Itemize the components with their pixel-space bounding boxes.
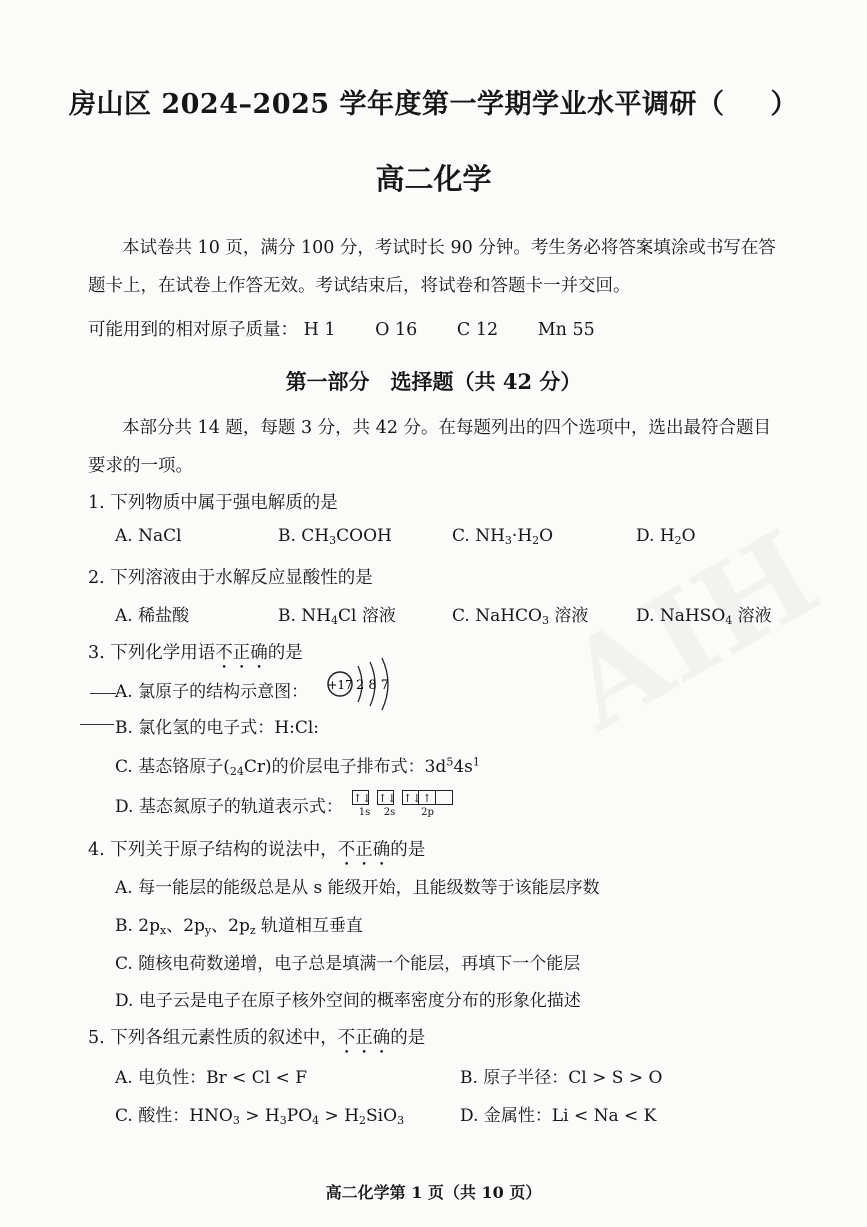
q3c-mid: Cr)的价层电子排布式：3d (243, 757, 447, 777)
question-4-option-d: D. 电子云是电子在原子核外空间的概率密度分布的形象化描述 (115, 991, 581, 1011)
question-5-option-b: B. 原子半径：Cl > S > O (460, 1068, 663, 1088)
instructions-line-2: 题卡上，在试卷上作答无效。考试结束后，将试卷和答题卡一并交回。 (88, 276, 631, 296)
nitrogen-orbital-diagram (352, 790, 453, 818)
q3d-text: D. 基态氮原子的轨道表示式： (115, 797, 343, 817)
atomic-mass-line (88, 316, 595, 341)
q1d-sub: 2 (674, 534, 682, 547)
q1b-sub: 3 (329, 534, 337, 547)
q2b-sub: 4 (331, 614, 339, 627)
q3a-text: A. 氯原子的结构示意图： (115, 682, 309, 702)
instructions-line-1: 本试卷共 10 页，满分 100 分，考试时长 90 分钟。考生务必将答案填涂或书写在答 (122, 238, 776, 258)
question-5-option-a: A. 电负性：Br < Cl < F (115, 1068, 308, 1088)
atomic-mass-label: 可能用到的相对原子质量： (88, 320, 298, 340)
q1c-sub: 3 (504, 534, 512, 547)
q3-stem-post: 的是 (267, 643, 303, 663)
q2c-post: 溶液 (549, 606, 589, 626)
chlorine-atom-structure-diagram (322, 656, 402, 716)
atomic-mass-c: C 12 (456, 320, 499, 340)
q4b-z: z (249, 924, 256, 937)
question-2-option-c (452, 601, 588, 627)
q5-stem-emphasis: 不正确 (337, 1028, 391, 1048)
q1d-post: O (681, 526, 696, 546)
q3c-sup2: 1 (472, 755, 480, 769)
q5c-s4: 2 (359, 1114, 367, 1127)
q5-stem-post: 的是 (390, 1028, 426, 1048)
question-1-option-d (636, 526, 696, 547)
question-1-stem: 1. 下列物质中属于强电解质的是 (88, 493, 338, 513)
exam-title-close: ） (770, 89, 799, 120)
q1b-post: COOH (336, 526, 392, 546)
q3-stem-pre: 3. 下列化学用语 (88, 643, 216, 663)
q5c-s3: 4 (312, 1114, 320, 1127)
q4b-mid2: 、2p (211, 916, 250, 936)
q4-stem-pre: 4. 下列关于原子结构的说法中， (88, 840, 338, 860)
q5c-m2: PO (286, 1106, 313, 1126)
pen-scribble-line (90, 693, 116, 694)
q4b-pre: B. 2p (115, 916, 160, 936)
q4-stem-post: 的是 (390, 840, 426, 860)
q3c-mid2: 4s (453, 757, 473, 777)
q4b-mid: 、2p (166, 916, 205, 936)
question-2-option-b (278, 601, 396, 627)
q3b-electron-formula: H:Cl: (274, 718, 320, 738)
q5c-m3: > H (319, 1106, 360, 1126)
q1c-sub2: 2 (532, 534, 540, 547)
section-desc-2: 要求的一项。 (88, 456, 193, 476)
atomic-mass-o: O 16 (375, 320, 418, 340)
orbital-box-2p-3 (436, 790, 453, 805)
q3c-sub: 24 (229, 765, 244, 778)
q2d-sub: 4 (725, 614, 733, 627)
question-5-option-d: D. 金属性：Li < Na < K (460, 1106, 657, 1126)
shell-electrons: 2 8 7 (356, 678, 390, 693)
exam-title (0, 82, 867, 121)
q2d-pre: D. NaHSO (636, 606, 726, 626)
q2c-sub: 3 (542, 614, 549, 627)
orbital-box-2p-1: ↑↓ (403, 792, 422, 805)
question-3-option-c (115, 752, 480, 778)
atomic-mass-h: H 1 (303, 320, 336, 340)
q4b-y: y (204, 924, 212, 937)
question-2-option-d (636, 601, 772, 627)
nucleus-charge: +17 (327, 678, 353, 692)
q1c-mid: ·H (511, 526, 533, 546)
page-footer: 高二化学第 1 页（共 10 页） (325, 1183, 542, 1202)
orbital-box-2s: ↑↓ (378, 792, 397, 805)
orbital-label-2s: 2s (383, 807, 396, 818)
question-3-option-a (115, 677, 308, 702)
orbital-label-2p: 2p (421, 807, 434, 818)
question-5-option-c (115, 1101, 404, 1127)
pen-scribble-line-2 (80, 724, 114, 725)
q5c-pre: C. 酸性：HNO (115, 1106, 233, 1126)
q2c-pre: C. NaHCO (452, 606, 542, 626)
question-1-option-b (278, 526, 392, 547)
orbital-label-1s: 1s (358, 807, 371, 818)
q3b-text: B. 氯化氢的电子式： (115, 718, 275, 738)
q1c-post: O (539, 526, 554, 546)
q2b-post: Cl 溶液 (338, 606, 396, 626)
q3c-sup: 5 (446, 755, 454, 769)
q5c-s5: 3 (397, 1114, 405, 1127)
question-1-option-c (452, 526, 553, 547)
q2d-post: 溶液 (732, 606, 772, 626)
q5c-s2: 3 (279, 1114, 287, 1127)
q5c-s1: 3 (232, 1114, 240, 1127)
question-2-stem: 2. 下列溶液由于水解反应显酸性的是 (88, 568, 373, 588)
q1d-pre: D. H (636, 526, 675, 546)
section-desc-1: 本部分共 14 题，每题 3 分，共 42 分。在每题列出的四个选项中，选出最符合题目 (122, 418, 772, 438)
exam-title-text: 房山区 2024–2025 学年度第一学期学业水平调研（ (68, 89, 725, 120)
q5c-m1: > H (239, 1106, 280, 1126)
q3c-pre: C. 基态铬原子( (115, 757, 230, 777)
q5-stem-pre: 5. 下列各组元素性质的叙述中， (88, 1028, 338, 1048)
question-2-option-a: A. 稀盐酸 (115, 606, 190, 626)
q1c-pre: C. NH (452, 526, 505, 546)
question-5-stem (88, 1024, 425, 1058)
question-3-stem (88, 639, 303, 673)
q5c-m4: SiO (366, 1106, 398, 1126)
atomic-mass-mn: Mn 55 (537, 320, 595, 340)
question-4-option-a: A. 每一能层的能级总是从 s 能级开始，且能级数等于该能层序数 (115, 878, 600, 898)
question-3-option-d (115, 792, 343, 817)
q4-stem-emphasis: 不正确 (337, 840, 391, 860)
question-4-option-c: C. 随核电荷数递增，电子总是填满一个能层，再填下一个能层 (115, 954, 581, 974)
orbital-box-2p-2: ↑ (419, 790, 436, 805)
q4b-x: x (160, 924, 167, 937)
q2b-pre: B. NH (278, 606, 332, 626)
question-4-stem (88, 836, 425, 870)
orbital-box-1s: ↑↓ (353, 792, 372, 805)
q3-stem-emphasis: 不正确 (215, 643, 268, 663)
subject-title: 高二化学 (375, 162, 492, 196)
question-4-option-b (115, 911, 363, 937)
q1b-pre: B. CH (278, 526, 330, 546)
question-1-option-a: A. NaCl (115, 526, 182, 546)
question-3-option-b (115, 713, 319, 738)
q4b-post: 轨道相互垂直 (255, 916, 364, 936)
section-title: 第一部分 选择题（共 42 分） (285, 369, 582, 394)
